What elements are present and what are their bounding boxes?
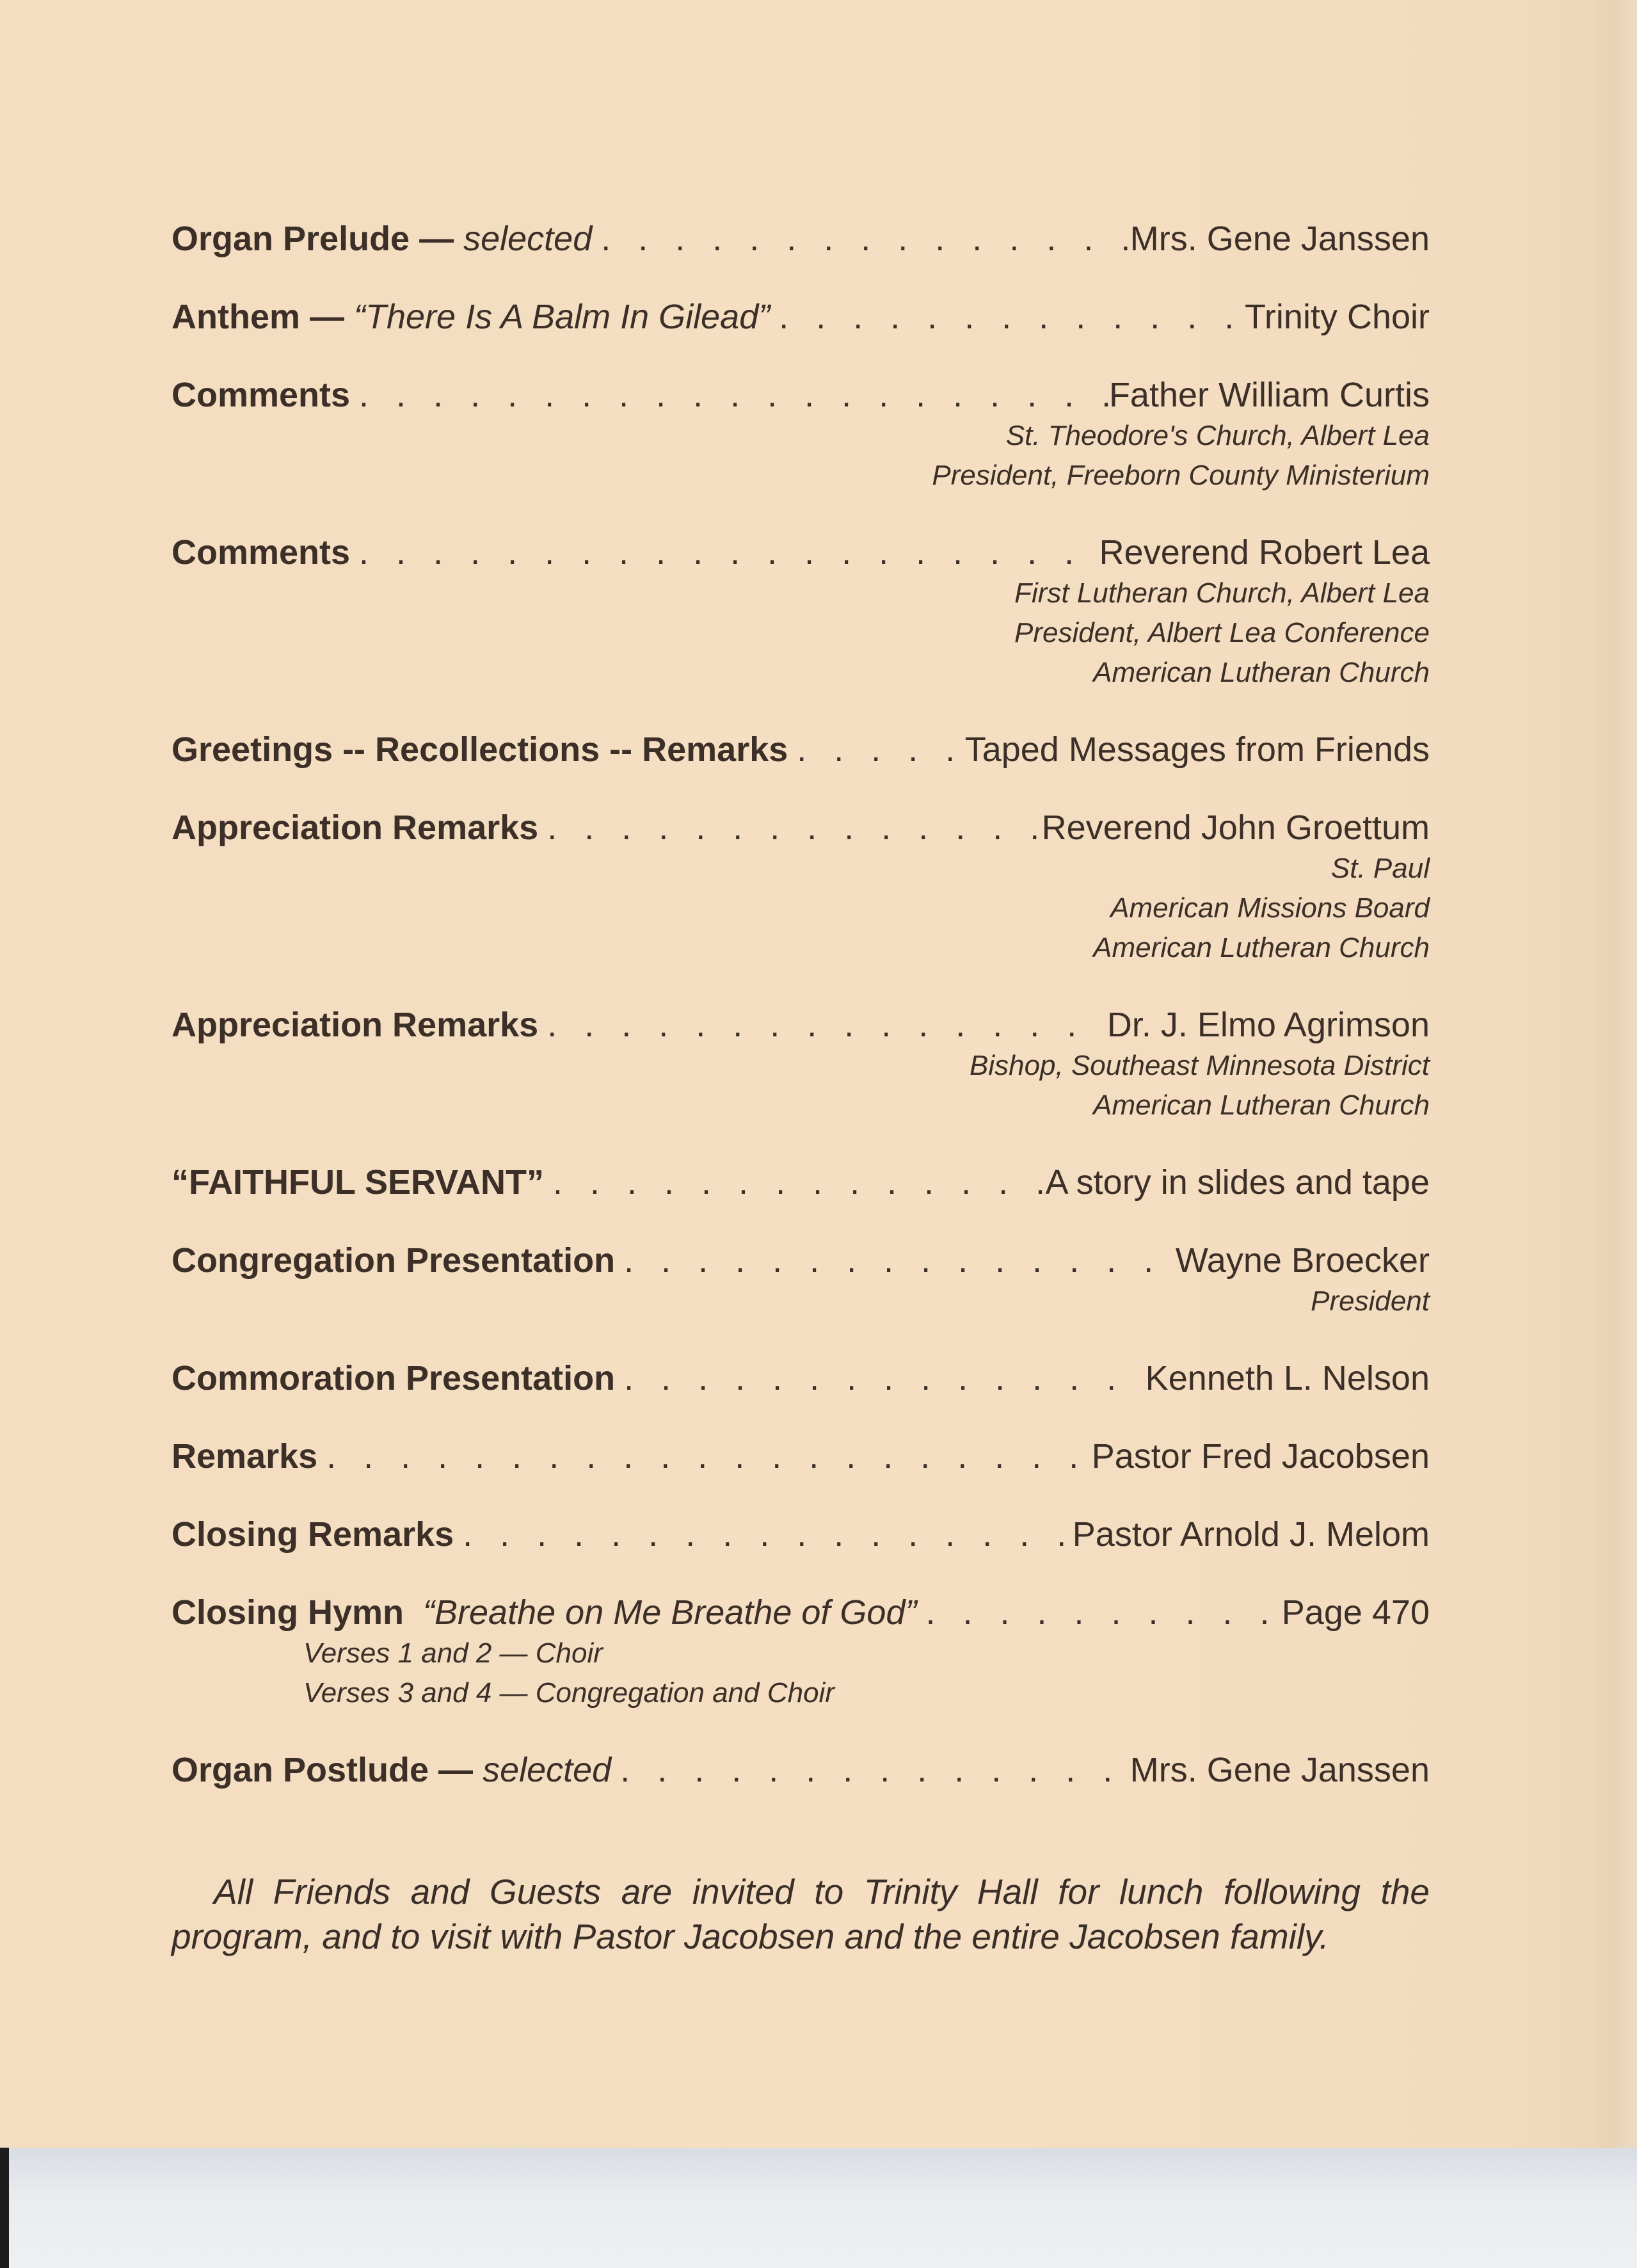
program-item-title: [172, 1161, 544, 1203]
program-item: [172, 1239, 1430, 1321]
program-list: [172, 218, 1430, 1827]
program-item-title: [172, 1513, 454, 1556]
program-item-label: Comments: [172, 376, 351, 414]
program-item-row: [172, 1749, 1430, 1791]
program-item-affiliation: American Lutheran Church: [1093, 932, 1430, 963]
dot-leader: [454, 1513, 1073, 1556]
program-item-row: [172, 1161, 1430, 1203]
program-item-separator: —: [300, 298, 355, 336]
program-item-title: [172, 1239, 615, 1282]
program-item-title: [172, 218, 592, 260]
program-item: [172, 1591, 1430, 1713]
program-item: [172, 1357, 1430, 1399]
program-item-affiliation: President: [1311, 1285, 1430, 1317]
program-item-presenter: Taped Messages from Friends: [964, 730, 1430, 769]
program-item-row: [172, 1357, 1430, 1399]
dot-leader: [615, 1357, 1146, 1399]
program-item-affiliation: St. Paul: [1330, 853, 1430, 884]
dot-leader: [788, 728, 964, 771]
program-item-title: [172, 531, 350, 574]
program-item-presenter: Father William Curtis: [1108, 376, 1430, 414]
program-item-presenter: Trinity Choir: [1244, 298, 1430, 336]
program-item-label: “FAITHFUL SERVANT”: [172, 1163, 545, 1202]
program-item-label: Congregation Presentation: [172, 1241, 616, 1280]
program-item-title-italic: “Breathe on Me Breathe of God”: [423, 1593, 917, 1632]
dot-leader: [350, 531, 1099, 574]
lunch-invitation: All Friends and Guests are invited to Trinity Hall for lunch following the program, and to visit with Pastor Jacobsen and the entire Jacobsen family.: [172, 1872, 1430, 1956]
program-item-separator: —: [410, 220, 464, 258]
program-item-title: [172, 1004, 538, 1046]
program-item-affiliation: President, Albert Lea Conference: [1014, 617, 1430, 648]
page-edge-shadow: [1592, 0, 1637, 2148]
dot-leader: [538, 1004, 1107, 1046]
scanner-edge: [0, 2148, 9, 2268]
program-item-row: [172, 1591, 1430, 1634]
dot-leader: [916, 1591, 1281, 1634]
program-item: [172, 1161, 1430, 1203]
program-item-label: Appreciation Remarks: [172, 1006, 539, 1044]
program-item: [172, 374, 1430, 495]
program-item-affiliation: St. Theodore's Church, Albert Lea: [1005, 420, 1430, 451]
dot-leader: [350, 374, 1109, 416]
program-item-title-italic: selected: [463, 220, 593, 258]
dot-leader: [317, 1435, 1092, 1477]
program-item-row: [172, 1239, 1430, 1282]
program-item-presenter: Wayne Broecker: [1175, 1241, 1430, 1280]
program-item-affiliation: First Lutheran Church, Albert Lea: [1014, 577, 1430, 609]
program-item-presenter: Pastor Arnold J. Melom: [1072, 1515, 1430, 1554]
program-item: [172, 531, 1430, 693]
program-item: [172, 1435, 1430, 1477]
program-item: [172, 1749, 1430, 1791]
program-item-label: Greetings -- Recollections -- Remarks: [172, 730, 788, 769]
program-item-label: Closing Hymn: [172, 1593, 404, 1632]
program-item-title: [172, 1749, 611, 1791]
program-item-label: Anthem: [172, 298, 300, 336]
program-item: [172, 218, 1430, 260]
program-item-title: [172, 1435, 317, 1477]
program-item-affiliation: American Missions Board: [1110, 892, 1430, 924]
program-item-label: Commoration Presentation: [172, 1359, 616, 1397]
program-item-title: [172, 728, 788, 771]
program-item-row: [172, 728, 1430, 771]
program-item-presenter: Mrs. Gene Janssen: [1130, 1751, 1430, 1789]
program-item-label: Remarks: [172, 1437, 318, 1476]
program-item-presenter: Dr. J. Elmo Agrimson: [1106, 1006, 1430, 1044]
program-item-affiliation: President, Freeborn County Ministerium: [932, 460, 1430, 491]
dot-leader: [538, 807, 1041, 849]
program-item-row: [172, 1004, 1430, 1046]
program-item-verse-note: Verses 3 and 4 — Congregation and Choir: [303, 1677, 834, 1709]
program-item-separator: [404, 1593, 423, 1632]
dot-leader: [592, 218, 1130, 260]
program-item-label: Comments: [172, 533, 351, 572]
program-item-row: [172, 1435, 1430, 1477]
program-item-presenter: Reverend John Groettum: [1041, 808, 1430, 847]
program-item-affiliation: Bishop, Southeast Minnesota District: [969, 1050, 1430, 1081]
program-item-separator: —: [429, 1751, 483, 1789]
dot-leader: [615, 1239, 1176, 1282]
program-item-title-italic: selected: [483, 1751, 612, 1789]
dot-leader: [544, 1161, 1046, 1203]
program-item-title: [172, 1591, 916, 1634]
program-item-label: Organ Prelude: [172, 220, 410, 258]
program-item-presenter: Page 470: [1281, 1593, 1430, 1632]
program-item-row: [172, 218, 1430, 260]
program-item: [172, 1513, 1430, 1556]
program-item: [172, 1004, 1430, 1125]
program-item-title: [172, 807, 538, 849]
program-item-row: [172, 374, 1430, 416]
program-item-label: Closing Remarks: [172, 1515, 454, 1554]
program-item-presenter: Kenneth L. Nelson: [1145, 1359, 1430, 1397]
program-item-verse-note: Verses 1 and 2 — Choir: [303, 1637, 603, 1669]
program-item-title: [172, 296, 770, 338]
program-item-affiliation: American Lutheran Church: [1093, 1090, 1430, 1121]
scanner-background: [0, 2148, 1637, 2268]
program-item: [172, 728, 1430, 771]
program-item-row: [172, 1513, 1430, 1556]
program-item: [172, 807, 1430, 968]
program-item-label: Organ Postlude: [172, 1751, 429, 1789]
program-item-title: [172, 1357, 615, 1399]
program-item-row: [172, 531, 1430, 574]
program-item-presenter: Reverend Robert Lea: [1099, 533, 1430, 572]
program-item: [172, 296, 1430, 338]
program-item-title: [172, 374, 350, 416]
program-item-presenter: Pastor Fred Jacobsen: [1091, 1437, 1430, 1476]
program-item-title-italic: “There Is A Balm In Gilead”: [354, 298, 771, 336]
program-item-presenter: Mrs. Gene Janssen: [1130, 220, 1430, 258]
dot-leader: [770, 296, 1245, 338]
program-item-row: [172, 807, 1430, 849]
program-item-label: Appreciation Remarks: [172, 808, 539, 847]
program-item-presenter: A story in slides and tape: [1045, 1163, 1430, 1202]
program-item-row: [172, 296, 1430, 338]
program-item-affiliation: American Lutheran Church: [1093, 657, 1430, 688]
dot-leader: [611, 1749, 1130, 1791]
